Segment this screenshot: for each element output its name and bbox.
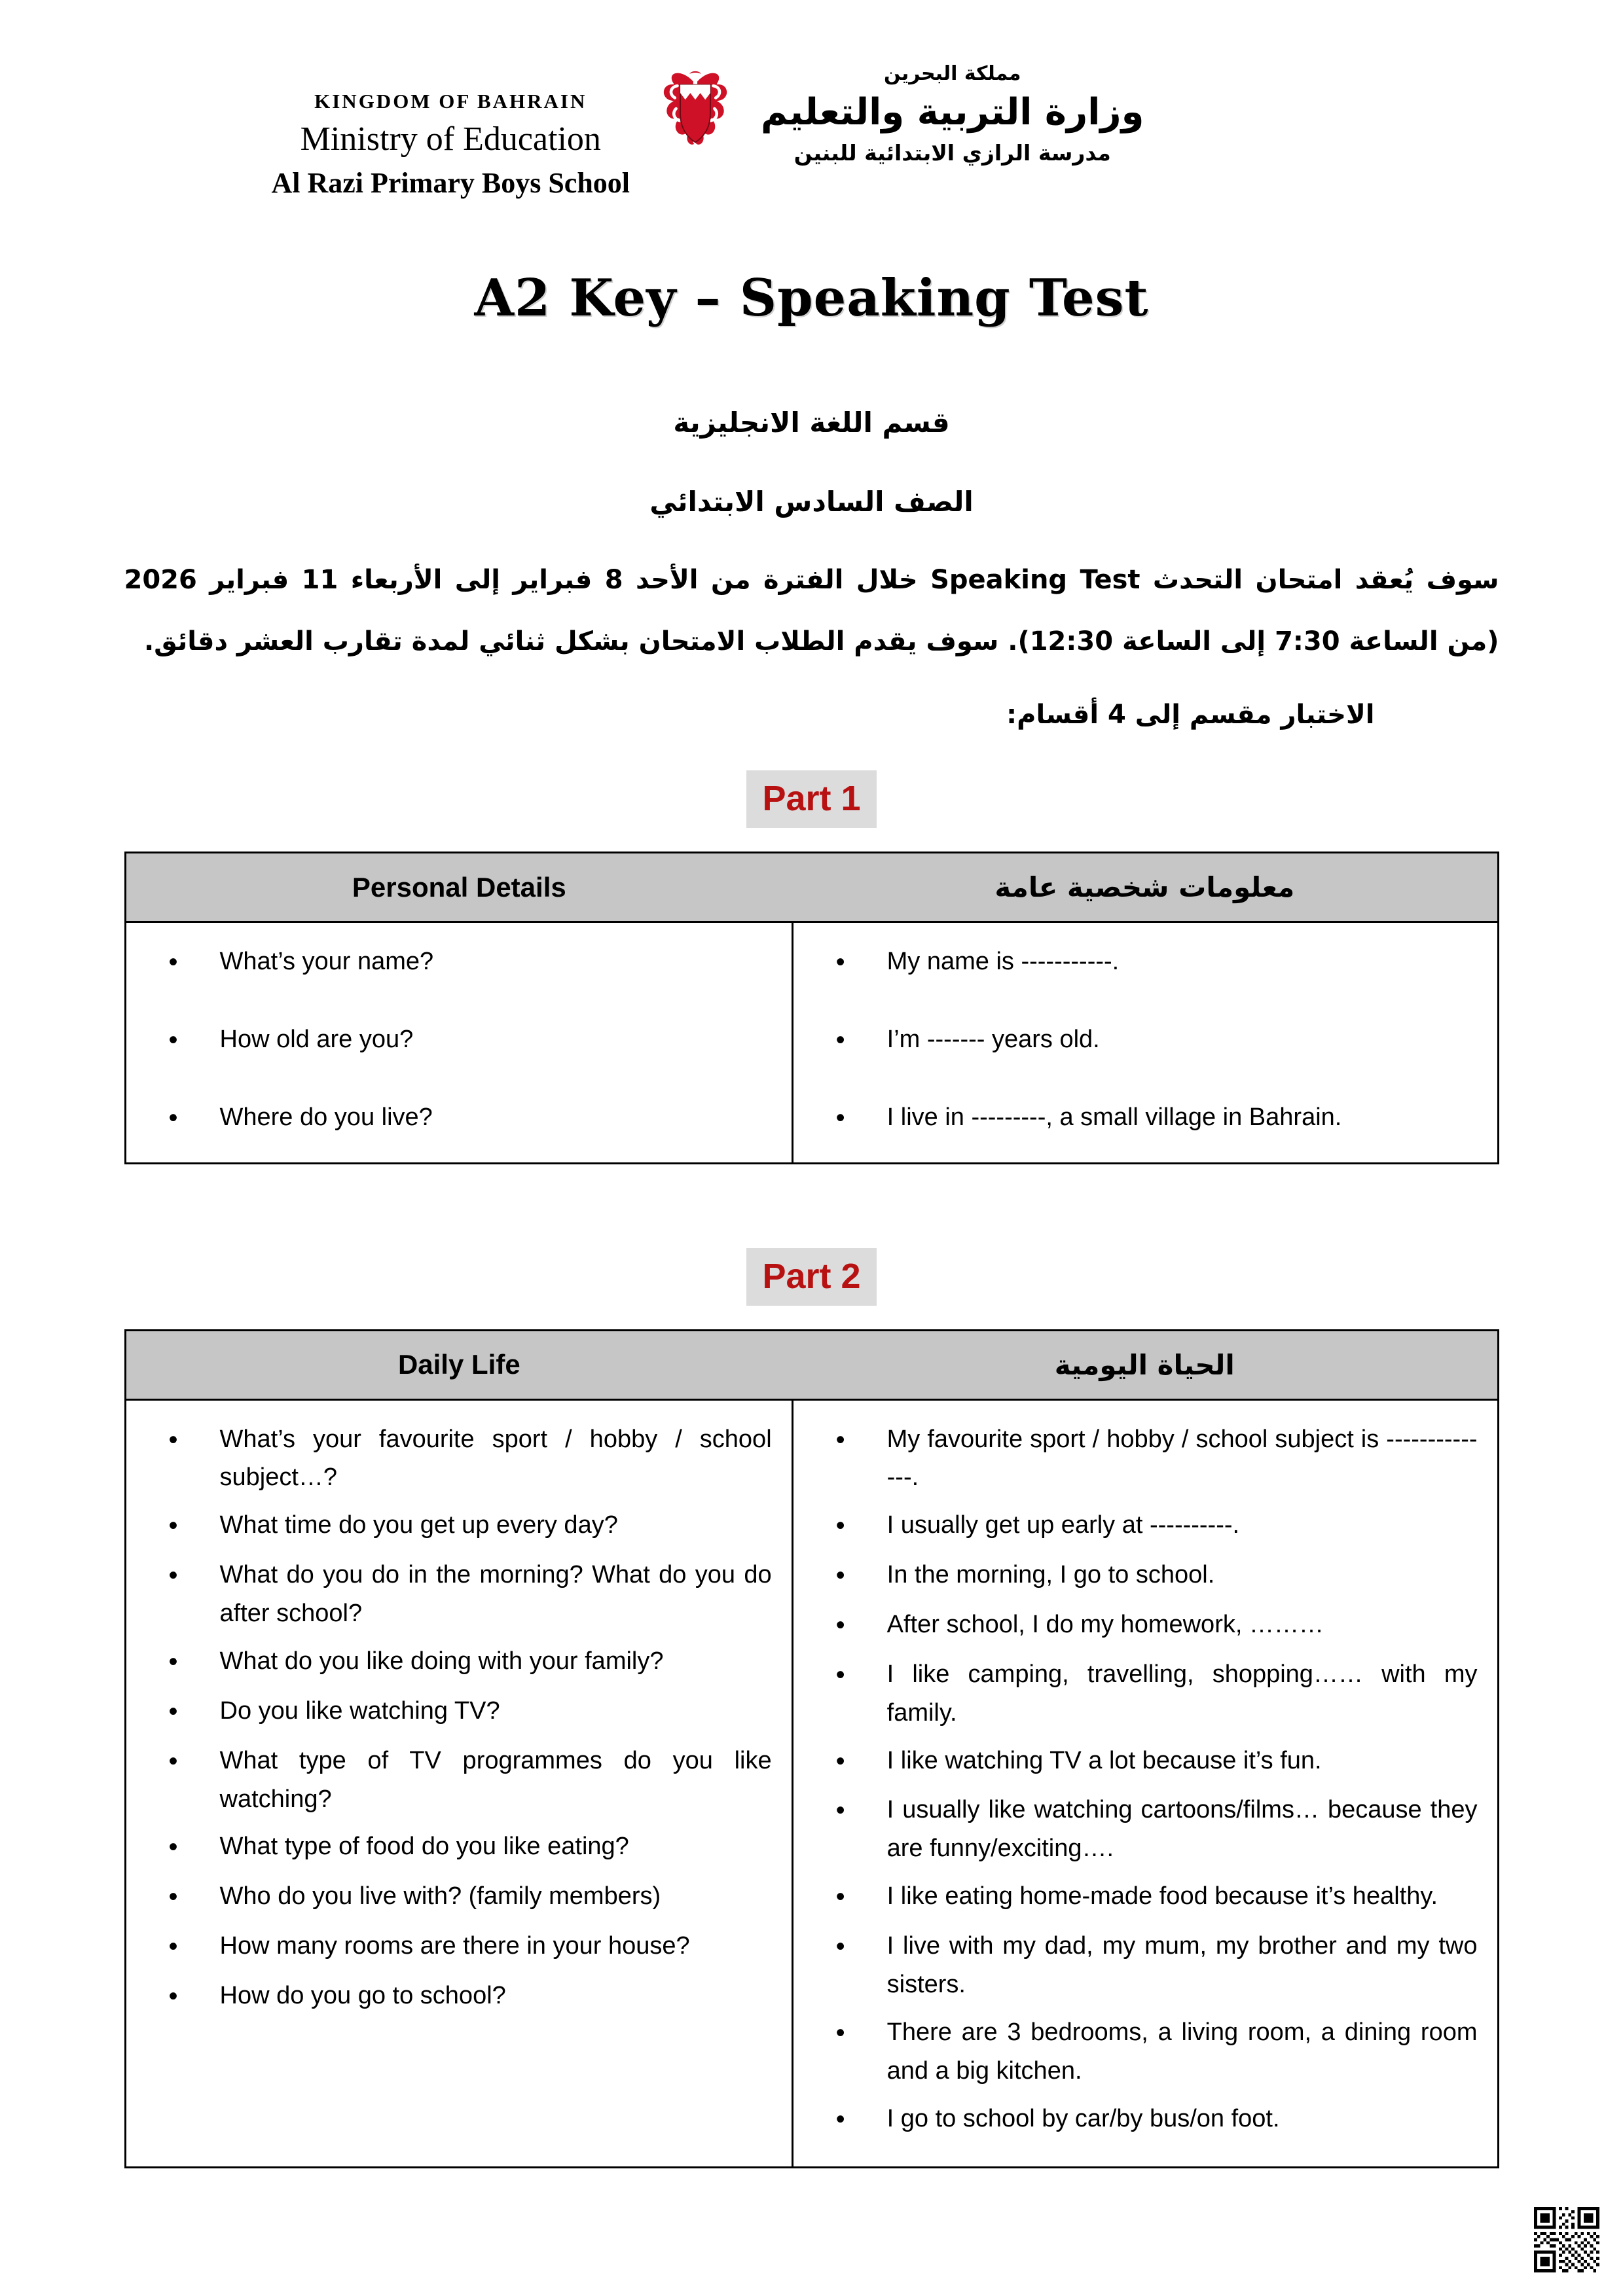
bullet-icon: [836, 1877, 887, 1918]
part1-answers-cell: [792, 922, 1498, 1164]
qr-code-icon: [1534, 2207, 1599, 2272]
question-item: • What’s your name?: [169, 942, 776, 983]
part2-header-row: [125, 1330, 1498, 1399]
part1-header-row: [125, 853, 1498, 922]
bullet-icon: [836, 942, 887, 983]
english-dept-heading: قسم اللغة الانجليزية: [673, 406, 950, 439]
bullet-icon: [836, 1742, 887, 1782]
answer-item: • I like eating home-made food because it’s healthy.: [836, 1877, 1482, 1918]
answer-item: • I usually get up early at ----------.: [836, 1506, 1482, 1547]
bullet-icon: [169, 1877, 220, 1918]
part2-header-english: Daily Life: [125, 1330, 792, 1399]
document-header: [272, 0, 1144, 200]
part1-questions-cell: [125, 922, 792, 1164]
answer-item: • I like camping, travelling, shopping…… with my family.: [836, 1655, 1482, 1732]
bullet-icon: [836, 1556, 887, 1596]
bullet-icon: [836, 1098, 887, 1139]
bullet-icon: [836, 2013, 887, 2090]
question-item: • What time do you get up every day?: [169, 1506, 776, 1547]
bullet-icon: [169, 1556, 220, 1633]
bullet-icon: [169, 1977, 220, 2017]
answer-item: • My name is -----------.: [836, 942, 1482, 983]
part2-label: Part 2: [124, 1248, 1499, 1306]
answer-item: • I usually like watching cartoons/films… because they are funny/exciting….: [836, 1791, 1482, 1868]
answer-item: • I’m ------- years old.: [836, 1020, 1482, 1061]
parts-intro-line: الاختبار مقسم إلى 4 أقسام:: [1006, 700, 1375, 730]
english-header-block: [272, 62, 630, 200]
answer-item: • I go to school by car/by bus/on foot.: [836, 2100, 1482, 2140]
question-item: • Where do you live?: [169, 1098, 776, 1139]
question-item: • What do you like doing with your family?: [169, 1642, 776, 1683]
part1-label: Part 1: [124, 770, 1499, 828]
part1-body-row: [125, 922, 1498, 1164]
part1-table: [124, 852, 1499, 1164]
question-item: • What type of TV programmes do you like watching?: [169, 1742, 776, 1819]
bullet-icon: [836, 1927, 887, 2004]
question-item: • What do you do in the morning? What do you do after school?: [169, 1556, 776, 1633]
question-item: • What type of food do you like eating?: [169, 1827, 776, 1868]
arabic-header-block: [761, 62, 1144, 166]
answer-item: • In the morning, I go to school.: [836, 1556, 1482, 1596]
part1-header-english: Personal Details: [125, 853, 792, 922]
school-line: Al Razi Primary Boys School: [271, 167, 630, 199]
question-item: • How do you go to school?: [169, 1977, 776, 2017]
bullet-icon: [836, 2100, 887, 2140]
part2-table: [124, 1329, 1499, 2168]
answer-item: • I live in ---------, a small village in Bahrain.: [836, 1098, 1482, 1139]
bullet-icon: [836, 1420, 887, 1498]
part2-questions-list: [133, 1420, 780, 2017]
part2-body-row: [125, 1399, 1498, 2167]
part2-answers-list: [800, 1420, 1486, 2140]
question-item: • How old are you?: [169, 1020, 776, 1061]
intro-paragraph: سوف يُعقد امتحان التحدث Speaking Test خلال الفترة من الأحد 8 فبراير إلى الأربعاء 11 فبراير 2026 (من الساعة 7:30 إلى الساعة 12:30). سوف يقدم الطلاب الامتحان بشكل ثنائي لمدة تقارب العشر دقائق.: [124, 565, 1499, 656]
part2-header-arabic: الحياة اليومية: [792, 1330, 1498, 1399]
document-title: A2 Key – Speaking Test: [474, 268, 1149, 328]
part2-questions-cell: [125, 1399, 792, 2167]
answer-item: • There are 3 bedrooms, a living room, a dining room and a big kitchen.: [836, 2013, 1482, 2090]
part1-header-arabic: معلومات شخصية عامة: [792, 853, 1498, 922]
kingdom-line: KINGDOM OF BAHRAIN: [314, 90, 587, 113]
ministry-line: Ministry of Education: [300, 120, 601, 158]
part2-answers-cell: [792, 1399, 1498, 2167]
bullet-icon: [169, 1827, 220, 1868]
answer-item: • I live with my dad, my mum, my brother and my two sisters.: [836, 1927, 1482, 2004]
document-page: [124, 0, 1499, 2168]
part1-answers-list: [800, 942, 1486, 1139]
school-ar-line: مدرسة الرازي الابتدائية للبنين: [793, 139, 1111, 166]
kingdom-ar-line: مملكة البحرين: [884, 62, 1021, 85]
grade-heading: الصف السادس الابتدائي: [649, 486, 974, 518]
answer-item: • I like watching TV a lot because it’s fun.: [836, 1742, 1482, 1782]
bullet-icon: [169, 1742, 220, 1819]
bullet-icon: [169, 1692, 220, 1732]
answer-item: • My favourite sport / hobby / school subject is --------------.: [836, 1420, 1482, 1498]
bullet-icon: [169, 1927, 220, 1967]
bullet-icon: [836, 1791, 887, 1868]
question-item: • What’s your favourite sport / hobby / school subject…?: [169, 1420, 776, 1498]
bullet-icon: [169, 1020, 220, 1061]
bullet-icon: [836, 1506, 887, 1547]
answer-item: • After school, I do my homework, ………: [836, 1605, 1482, 1646]
bullet-icon: [169, 1642, 220, 1683]
bullet-icon: [169, 1098, 220, 1139]
bullet-icon: [169, 1506, 220, 1547]
part1-questions-list: [133, 942, 780, 1139]
ministry-ar-line: وزارة التربية والتعليم: [761, 91, 1144, 134]
bullet-icon: [836, 1020, 887, 1061]
bahrain-emblem-icon: [659, 62, 731, 177]
bullet-icon: [836, 1655, 887, 1732]
question-item: • How many rooms are there in your house?: [169, 1927, 776, 1967]
bullet-icon: [169, 942, 220, 983]
question-item: • Do you like watching TV?: [169, 1692, 776, 1732]
bullet-icon: [169, 1420, 220, 1498]
bullet-icon: [836, 1605, 887, 1646]
question-item: • Who do you live with? (family members): [169, 1877, 776, 1918]
